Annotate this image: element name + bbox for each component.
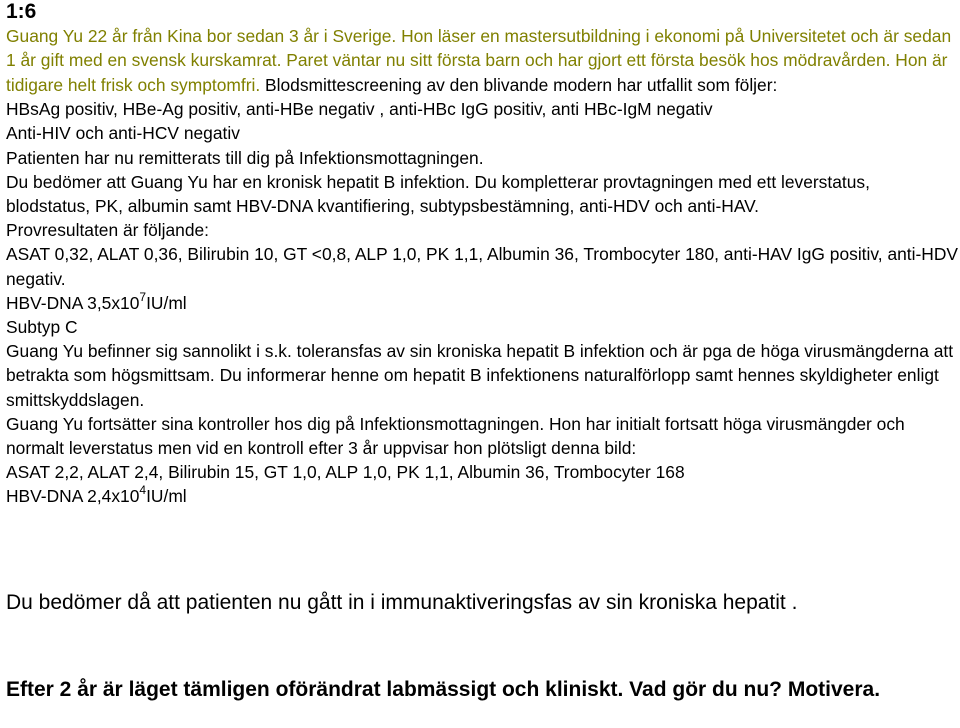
hbv-dna-initial-exponent: 7	[139, 289, 147, 304]
hbv-dna-initial-value: HBV-DNA 3,5x10	[6, 292, 140, 313]
patient-background-text: Guang Yu 22 år från Kina bor sedan 3 år i Sverige. Hon läser en mastersutbildning i ekonomi på Universitetet och är sedan 1 år gift med en svensk kurskamrat. Paret väntar nu sitt första barn och har gjort ett första besök hos mödravården. Hon är tidigare helt frisk och symptomfri.	[6, 26, 952, 95]
hbv-dna-followup-value: HBV-DNA 2,4x10	[6, 486, 140, 507]
hbv-dna-followup	[6, 484, 958, 508]
document-page	[6, 0, 958, 701]
case-intro-paragraph	[6, 24, 958, 97]
hbv-dna-followup-unit: IU/ml	[146, 486, 187, 507]
assessment-text: Du bedömer att Guang Yu har en kronisk hepatit B infektion. Du kompletterar provtagningen med ett leverstatus, blodstatus, PK, albumin samt HBV-DNA kvantifiering, subtypsbestämning, anti-HDV och anti-HAV.	[6, 171, 870, 217]
hbv-dna-initial	[6, 291, 958, 315]
hbv-dna-followup-exponent: 4	[139, 483, 147, 498]
lab-results-initial: ASAT 0,32, ALAT 0,36, Bilirubin 10, GT <0,8, ALP 1,0, PK 1,1, Albumin 36, Trombocyter 180, anti-HAV IgG positiv, anti-HDV negativ.	[6, 244, 958, 289]
results-heading: Provresultaten är följande:	[6, 220, 210, 241]
referral-text: Patienten har nu remitterats till dig på Infektionsmottagningen.	[6, 147, 484, 168]
case-number-title: 1:6	[6, 0, 37, 23]
immune-activation-statement: Du bedömer då att patienten nu gått in i immunaktiveringsfas av sin kroniska hepatit .	[6, 591, 798, 614]
lab-results-followup: ASAT 2,2, ALAT 2,4, Bilirubin 15, GT 1,0, ALP 1,0, PK 1,1, Albumin 36, Trombocyter 168	[6, 462, 685, 483]
screening-intro-text: Blodsmittescreening av den blivande modern har utfallit som följer:	[260, 74, 778, 95]
screening-results	[6, 97, 958, 508]
tolerance-phase-text: Guang Yu befinner sig sannolikt i s.k. toleransfas av sin kroniska hepatit B infektion och är pga de höga virusmängderna att betrakta som högsmittsam. Du informerar henne om hepatit B infektionens naturalförlopp samt hennes skyldigheter enligt smittskyddslagen.	[6, 341, 954, 410]
hiv-hcv-markers: Anti-HIV och anti-HCV negativ	[6, 123, 240, 144]
hepatitis-b-markers: HBsAg positiv, HBe-Ag positiv, anti-HBe negativ , anti-HBc IgG positiv, anti HBc-IgM negativ	[6, 99, 713, 120]
followup-text: Guang Yu fortsätter sina kontroller hos dig på Infektionsmottagningen. Hon har initialt fortsatt höga virusmängder och normalt leverstatus men vid en kontroll efter 3 år uppvisar hon plötsligt denna bild:	[6, 413, 905, 459]
subtype-text: Subtyp C	[6, 317, 78, 338]
case-question: Efter 2 år är läget tämligen oförändrat labmässigt och kliniskt. Vad gör du nu? Motivera.	[6, 678, 881, 701]
hbv-dna-initial-unit: IU/ml	[146, 292, 187, 313]
